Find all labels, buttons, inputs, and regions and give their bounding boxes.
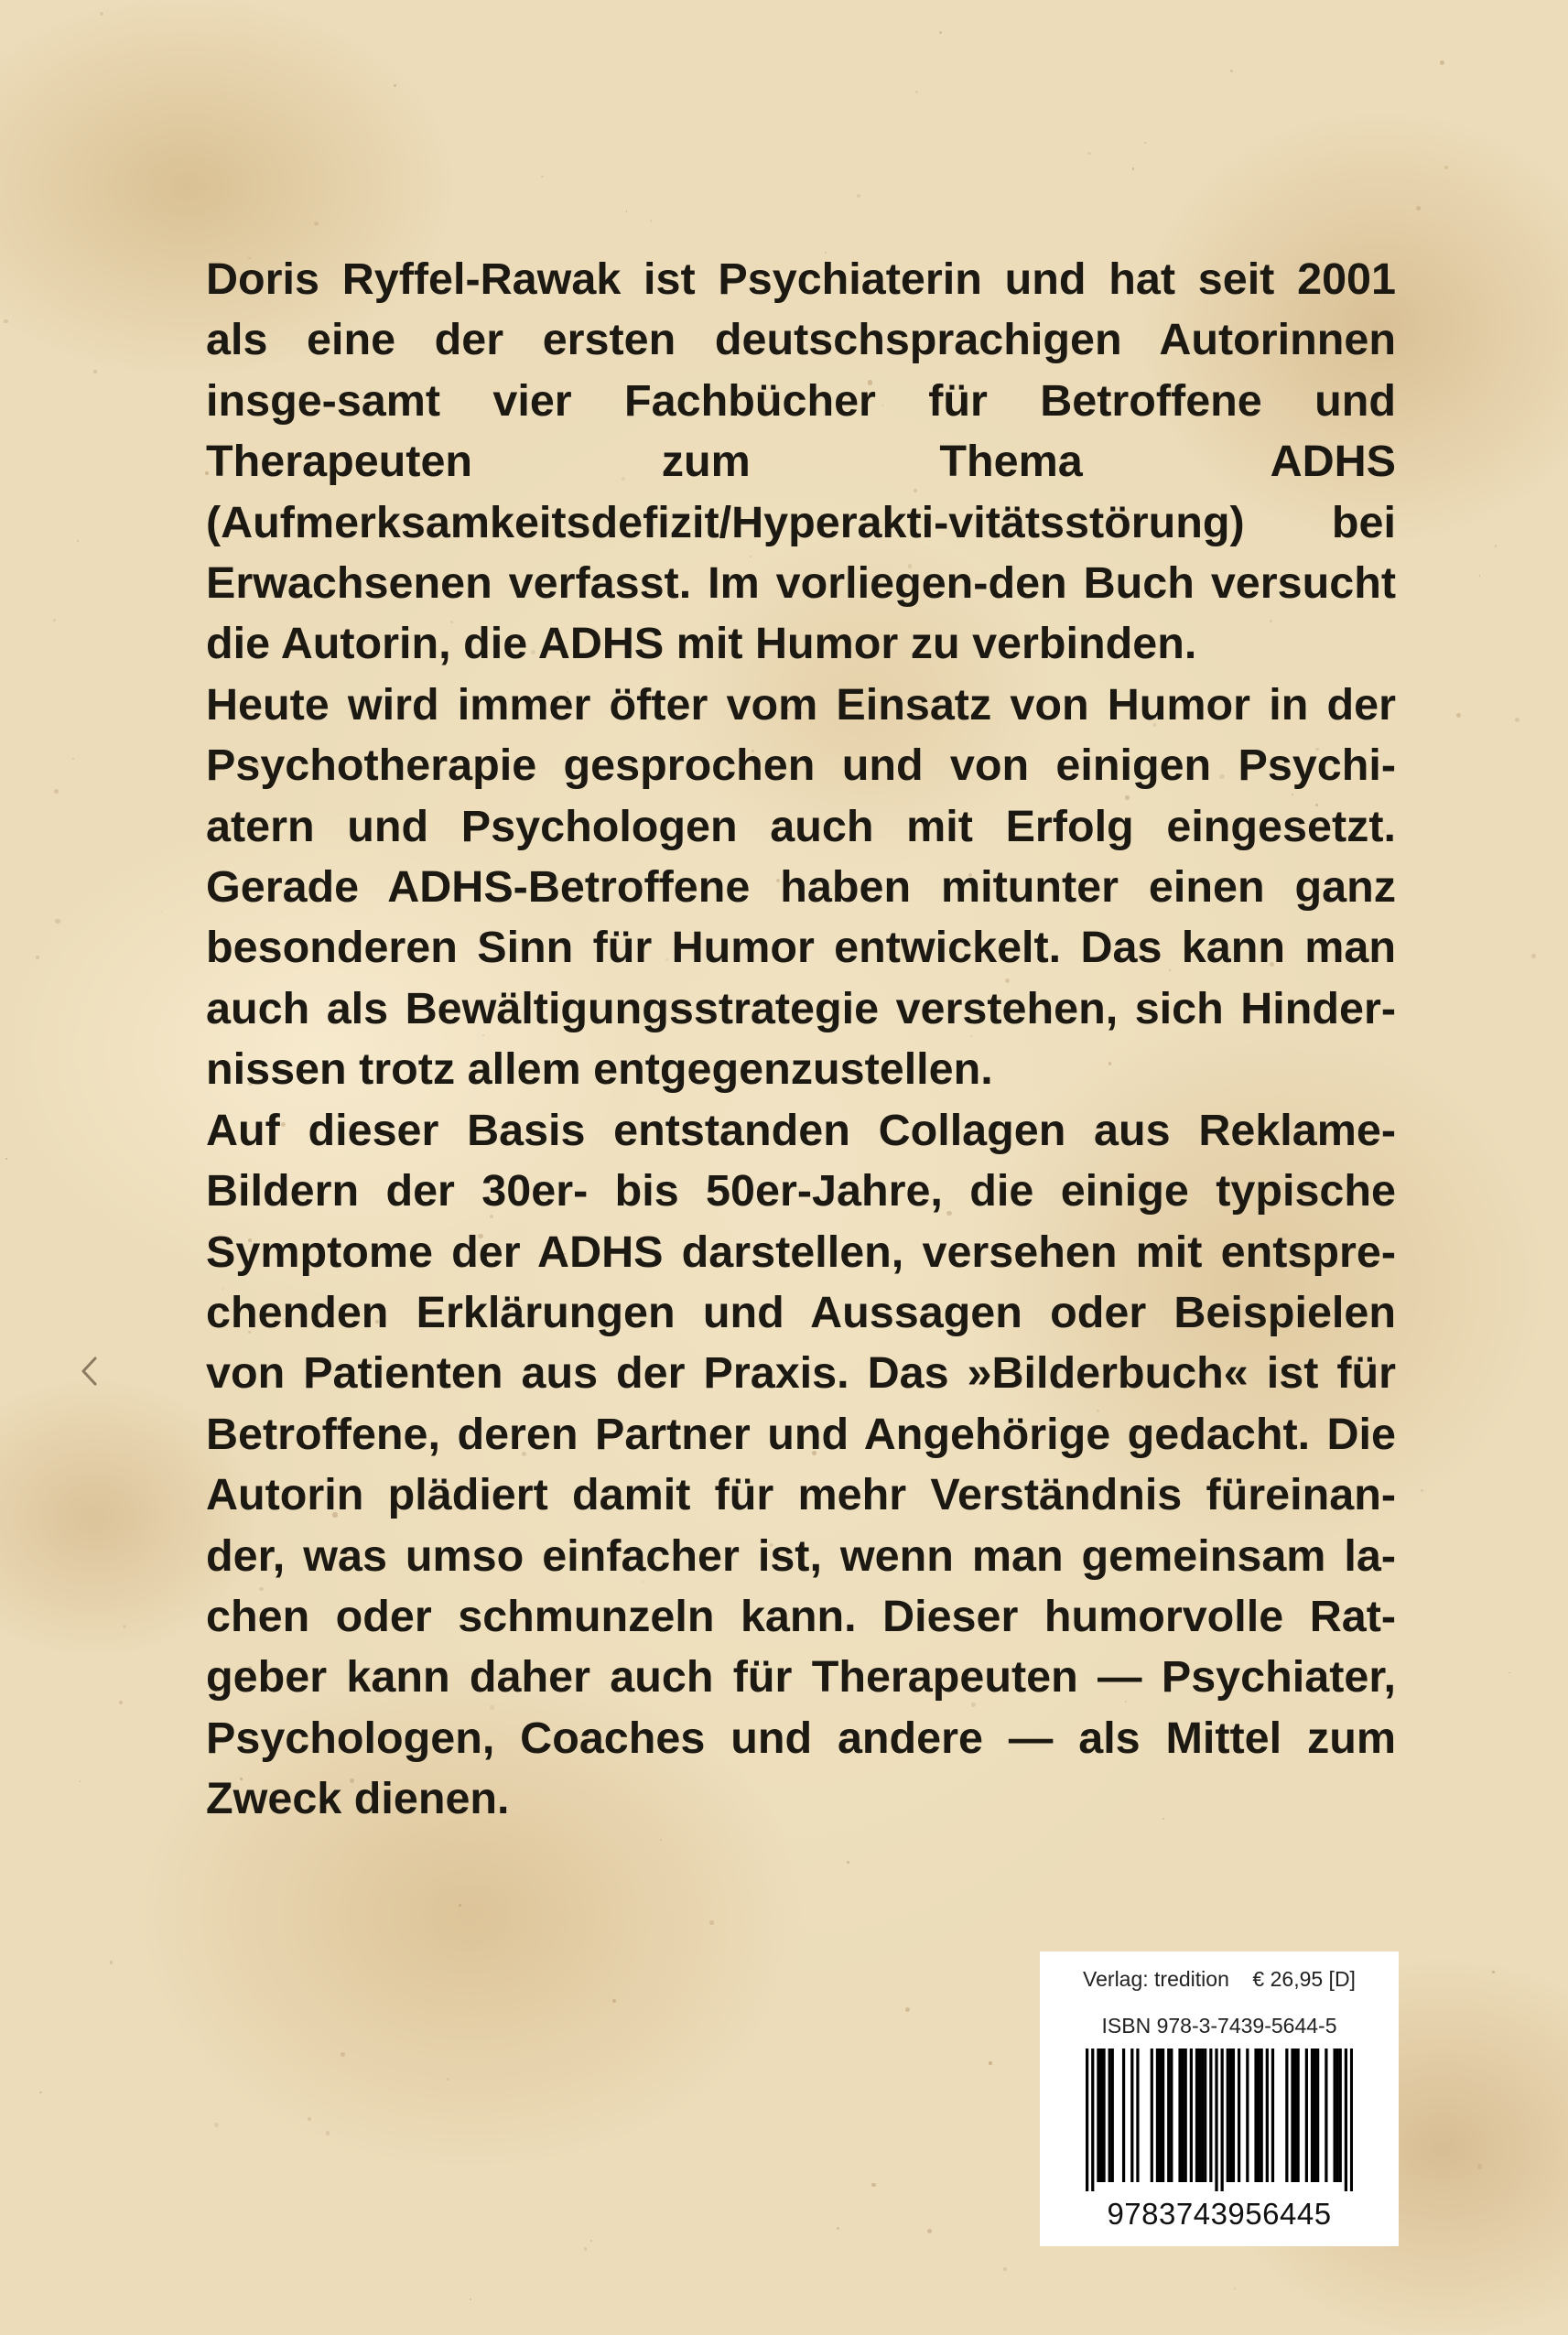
paper-speck bbox=[1495, 545, 1498, 547]
barcode-bar bbox=[1271, 2049, 1274, 2182]
barcode-bar bbox=[1204, 2049, 1206, 2182]
barcode-bar bbox=[1209, 2049, 1212, 2182]
blurb-paragraph: Heute wird immer öfter vom Einsatz von Humor in der Psychotherapie gesprochen und von einigen Psychi-atern und Psychologen auch mit Erfolg eingesetzt. Gerade ADHS-Betroffene haben mitunter einen ganz besonderen Sinn für Humor entwickelt. Das kann man auch als Bewältigungsstrategie verstehen, sich Hinder-nissen trotz allem entgegenzustellen. bbox=[206, 679, 1396, 1095]
barcode-bar bbox=[1182, 2049, 1184, 2182]
barcode-bar bbox=[1091, 2049, 1094, 2191]
barcode-bar bbox=[1227, 2049, 1229, 2182]
paper-speck bbox=[939, 31, 942, 34]
barcode-bar bbox=[1201, 2049, 1204, 2182]
paper-speck bbox=[123, 1625, 126, 1628]
barcode-bar bbox=[1190, 2049, 1193, 2182]
paper-speck bbox=[1531, 954, 1536, 958]
barcode-image bbox=[1086, 2049, 1353, 2191]
paper-speck bbox=[161, 912, 163, 913]
paper-speck bbox=[837, 2227, 839, 2230]
barcode-bar bbox=[1311, 2049, 1314, 2182]
paper-speck bbox=[590, 2240, 592, 2242]
barcode-bar bbox=[1184, 2049, 1187, 2182]
paper-speck bbox=[1230, 70, 1233, 72]
barcode-bar bbox=[1339, 2049, 1342, 2182]
paper-speck bbox=[110, 1961, 114, 1964]
barcode-bar bbox=[1162, 2049, 1164, 2182]
barcode-bar bbox=[1254, 2049, 1257, 2182]
paper-speck bbox=[54, 789, 59, 794]
paper-speck bbox=[915, 91, 918, 93]
barcode-bar bbox=[1238, 2049, 1240, 2182]
paper-speck bbox=[660, 1839, 663, 1842]
paper-speck bbox=[326, 2131, 330, 2135]
chevron-left-icon[interactable] bbox=[77, 1353, 101, 1389]
barcode-digits: 9783743956445 bbox=[1107, 2197, 1332, 2231]
paper-speck bbox=[1477, 2164, 1482, 2168]
barcode-bar bbox=[1086, 2049, 1088, 2191]
barcode-bar bbox=[1167, 2049, 1170, 2182]
barcode-bar bbox=[1198, 2049, 1201, 2182]
paper-speck bbox=[1144, 142, 1147, 145]
paper-speck bbox=[394, 84, 395, 86]
barcode-bar bbox=[1099, 2049, 1102, 2182]
barcode-bar bbox=[1316, 2049, 1319, 2182]
barcode-bar bbox=[1325, 2049, 1327, 2182]
paper-speck bbox=[1444, 166, 1448, 169]
paper-speck bbox=[459, 1904, 461, 1907]
paper-speck bbox=[1416, 206, 1421, 211]
paper-speck bbox=[1132, 168, 1135, 170]
barcode-bar bbox=[1170, 2049, 1173, 2182]
barcode-bar bbox=[1195, 2049, 1198, 2182]
isbn-line: ISBN 978-3-7439-5644-5 bbox=[1101, 2014, 1337, 2038]
barcode-bar bbox=[1151, 2049, 1153, 2182]
barcode-bar bbox=[1297, 2049, 1300, 2182]
barcode-bar bbox=[1285, 2049, 1288, 2182]
barcode-bar bbox=[1336, 2049, 1339, 2182]
paper-speck bbox=[72, 758, 74, 760]
barcode-bar bbox=[1266, 2049, 1269, 2182]
paper-speck bbox=[847, 1861, 849, 1864]
barcode-bar bbox=[1097, 2049, 1099, 2182]
paper-speck bbox=[541, 176, 544, 178]
paper-speck bbox=[857, 194, 860, 198]
barcode-bar bbox=[1159, 2049, 1162, 2182]
paper-speck bbox=[584, 2247, 587, 2250]
paper-speck bbox=[341, 2052, 345, 2057]
paper-speck bbox=[1440, 60, 1444, 65]
barcode-bar bbox=[1215, 2049, 1217, 2191]
paper-speck bbox=[709, 1920, 713, 1924]
paper-speck bbox=[612, 1999, 616, 2003]
paper-speck bbox=[1492, 1971, 1495, 1973]
barcode-bar bbox=[1350, 2049, 1353, 2191]
paper-speck bbox=[4, 319, 8, 324]
barcode-bar bbox=[1136, 2049, 1139, 2182]
paper-speck bbox=[80, 1780, 81, 1782]
publisher-price-line: Verlag: tredition € 26,95 [D] bbox=[1083, 1967, 1356, 1991]
paper-speck bbox=[36, 956, 39, 959]
barcode-bar bbox=[1178, 2049, 1181, 2182]
paper-speck bbox=[214, 2123, 219, 2127]
paper-speck bbox=[119, 1701, 123, 1704]
barcode-bar bbox=[1130, 2049, 1133, 2182]
barcode-bar bbox=[1229, 2049, 1232, 2182]
barcode-bar bbox=[1111, 2049, 1114, 2182]
blurb-paragraph: Auf dieser Basis entstanden Collagen aus Reklame-Bildern der 30er- bis 50er-Jahre, die einige typische Symptome der ADHS darstellen, versehen mit entspre-chenden Erklärungen und Aussagen oder Beispielen von Patienten aus der Praxis. Das »Bilderbuch« ist für Betroffene, deren Partner und Angehörige gedacht. Die Autorin plädiert damit für mehr Verständnis füreinan-der, was umso einfacher ist, wenn man gemeinsam la-chen oder schmunzeln kann. Dieser humorvolle Rat-geber kann daher auch für Therapeuten — Psychiater, Psychologen, Coaches und andere — als Mittel zum Zweck dienen. bbox=[206, 1105, 1396, 1824]
paper-speck bbox=[989, 2061, 991, 2064]
paper-speck bbox=[927, 2229, 932, 2233]
barcode-label bbox=[1040, 1951, 1399, 2246]
paper-speck bbox=[1087, 152, 1091, 156]
paper-speck bbox=[871, 2183, 876, 2188]
paper-speck bbox=[1421, 1489, 1423, 1492]
barcode-bar bbox=[1257, 2049, 1260, 2182]
paper-speck bbox=[55, 919, 59, 924]
paper-speck bbox=[1003, 2267, 1007, 2271]
barcode-bar bbox=[1291, 2049, 1293, 2182]
barcode-bar bbox=[1293, 2049, 1296, 2182]
paper-speck bbox=[626, 211, 628, 212]
barcode-bar bbox=[1122, 2049, 1125, 2182]
paper-speck bbox=[308, 2117, 311, 2121]
paper-speck bbox=[1509, 1672, 1510, 1674]
paper-speck bbox=[5, 1158, 7, 1160]
paper-speck bbox=[77, 540, 79, 542]
barcode-bar bbox=[1102, 2049, 1105, 2182]
barcode-bar bbox=[1260, 2049, 1263, 2182]
paper-speck bbox=[100, 12, 103, 16]
paper-speck bbox=[1234, 2287, 1237, 2290]
paper-speck bbox=[53, 619, 56, 622]
paper-speck bbox=[1479, 575, 1481, 577]
barcode-bar bbox=[1345, 2049, 1347, 2191]
barcode-bar bbox=[1156, 2049, 1159, 2182]
barcode-bar bbox=[1232, 2049, 1235, 2182]
paper-speck bbox=[314, 222, 319, 226]
paper-speck bbox=[905, 2007, 910, 2012]
barcode-bar bbox=[1333, 2049, 1336, 2182]
paper-speck bbox=[1456, 713, 1461, 718]
barcode-bar bbox=[1221, 2049, 1224, 2191]
barcode-bar bbox=[1314, 2049, 1316, 2182]
paper-speck bbox=[39, 2092, 41, 2093]
blurb-paragraph: Doris Ryffel-Rawak ist Psychiaterin und hat seit 2001 als eine der ersten deutschsprachigen Autorinnen insge-samt vier Fachbücher für Betroffene und Therapeuten zum Thema ADHS (Aufmerksamkeitsdefizit/Hyperakti-vitätsstörung) bei Erwachsenen verfasst. Im vorliegen-den Buch versucht die Autorin, die ADHS mit Humor zu verbinden. bbox=[206, 254, 1396, 669]
barcode-bar bbox=[1246, 2049, 1249, 2182]
paper-speck bbox=[93, 370, 97, 373]
barcode-bar bbox=[1305, 2049, 1308, 2182]
blurb-text bbox=[206, 249, 1396, 1830]
paper-speck bbox=[1515, 718, 1519, 722]
paper-speck bbox=[447, 2078, 449, 2081]
paper-speck bbox=[470, 2298, 471, 2300]
barcode-bar bbox=[1108, 2049, 1111, 2182]
paper-speck bbox=[650, 220, 653, 222]
